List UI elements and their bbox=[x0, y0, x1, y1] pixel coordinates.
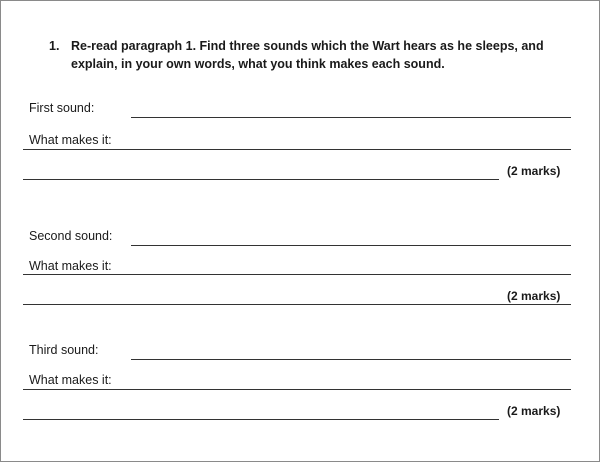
first-makes-label: What makes it: bbox=[29, 133, 112, 147]
second-sound-answer-line[interactable] bbox=[131, 245, 571, 246]
second-sound-label: Second sound: bbox=[29, 229, 113, 243]
third-marks: (2 marks) bbox=[507, 404, 561, 418]
third-makes-answer-line[interactable] bbox=[23, 389, 571, 390]
second-makes-answer-line[interactable] bbox=[23, 274, 571, 275]
first-extra-answer-line[interactable] bbox=[23, 179, 499, 180]
first-makes-answer-line[interactable] bbox=[23, 149, 571, 150]
third-sound-label: Third sound: bbox=[29, 343, 99, 357]
third-makes-label: What makes it: bbox=[29, 373, 112, 387]
second-makes-label: What makes it: bbox=[29, 259, 112, 273]
first-sound-answer-line[interactable] bbox=[131, 117, 571, 118]
question-text: Re-read paragraph 1. Find three sounds which the Wart hears as he sleeps, and explain, in your own words, what you think makes each sound. bbox=[71, 39, 544, 71]
third-sound-answer-line[interactable] bbox=[131, 359, 571, 360]
second-marks: (2 marks) bbox=[507, 289, 561, 303]
first-sound-label: First sound: bbox=[29, 101, 95, 115]
question-number: 1. bbox=[49, 39, 60, 53]
third-extra-answer-line[interactable] bbox=[23, 419, 499, 420]
second-extra-answer-line[interactable] bbox=[23, 304, 571, 305]
first-marks: (2 marks) bbox=[507, 164, 561, 178]
